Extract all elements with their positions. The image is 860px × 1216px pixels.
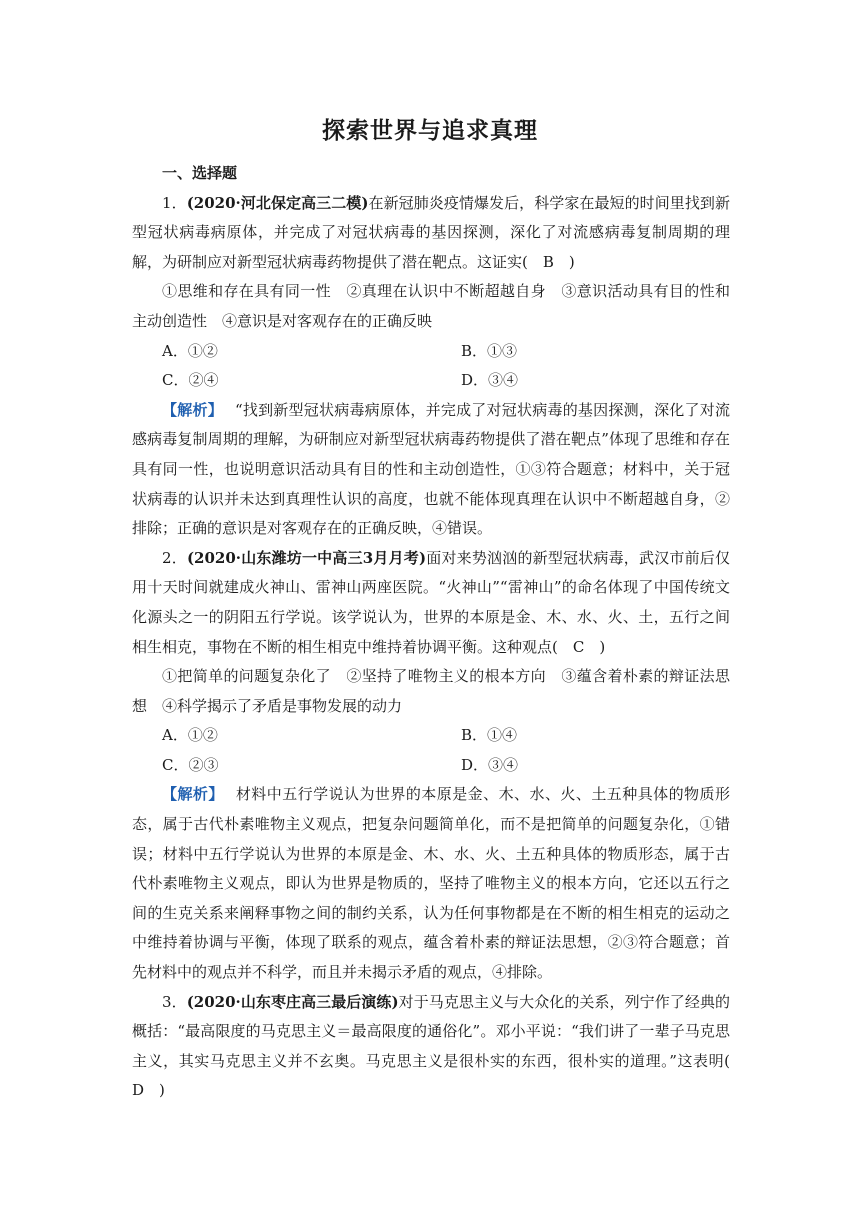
document-body [132,159,746,1106]
question-number: 3． [162,992,187,1011]
question-3 [132,988,746,1106]
option-d: D．③④ [461,371,519,390]
analysis-text: “找到新型冠状病毒病原体，并完成了对冠状病毒的基因探测，深化了对流感病毒复制周期的理解，为研制应对新型冠状病毒药物提供了潜在靶点”体现了思维和存在具有同一性，也说明意识活动具有目的性和主动创造性，①③符合题意；材料中，关于冠状病毒的认识并未达到真理性认识的高度，也就不能体现真理在认识中不断超越自身，②排除；正确的意识是对客观存在的正确反映，④错误。 [132,400,730,538]
option-b: B．①③ [461,341,518,360]
question-source: (2020·山东枣庄高三最后演练) [186,992,399,1011]
question-1 [132,189,730,544]
question-text: 面对来势汹汹的新型冠状病毒，武汉市前后仅用十天时间就建成火神山、雷神山两座医院。“火神山”“雷神山”的命名体现了中国传统文化源头之一的阴阳五行学说。该学说认为，世界的本原是金、木、水、火、土，五行之间相生相克，事物在不断的相生相克中维持着协调平衡。这种观点( C ) [132,548,730,656]
option-c: C．②③ [162,755,219,774]
analysis-text: 材料中五行学说认为世界的本原是金、木、水、火、土五种具体的物质形态，属于古代朴素唯物主义观点，把复杂问题简单化，而不是把简单的问题复杂化，①错误；材料中五行学说认为世界的本原是金、木、水、火、土五种具体的物质形态，属于古代朴素唯物主义观点，即认为世界是物质的，坚持了唯物主义的根本方向，它还以五行之间的生克关系来阐释事物之间的制约关系，认为任何事物都是在不断的相生相克的运动之中维持着协调与平衡，体现了联系的观点，蕴含着朴素的辩证法思想，②③符合题意；首先材料中的观点并不科学，而且并未揭示矛盾的观点，④排除。 [132,785,730,982]
options-row [132,751,730,781]
option-a: A．①② [162,726,218,745]
question-stem [132,988,746,1106]
question-2 [132,544,730,988]
section-heading: 一、选择题 [162,164,238,182]
options-row [132,721,730,751]
question-source: (2020·河北保定高三二模) [186,193,369,212]
option-a: A．①② [162,341,218,360]
page-title: 探索世界与追求真理 [322,118,538,144]
option-d: D．③④ [461,755,519,774]
question-text: 在新冠肺炎疫情爆发后，科学家在最短的时间里找到新型冠状病毒病原体，并完成了对冠状病毒的基因探测，深化了对流感病毒复制周期的理解，为研制应对新型冠状病毒药物提供了潜在靶点。这证实( B ) [132,193,730,271]
analysis [132,396,730,544]
question-source: (2020·山东潍坊一中高三3月月考) [186,548,427,567]
question-number: 2． [162,548,187,567]
question-text: 对于马克思主义与大众化的关系，列宁作了经典的概括：“最高限度的马克思主义＝最高限度的通俗化”。邓小平说：“我们讲了一辈子马克思主义，其实马克思主义并不玄奥。马克思主义是很朴实的东西，很朴实的道理。”这表明( D ) [132,992,746,1100]
question-stem [132,544,730,662]
question-stem [132,189,730,278]
option-b: B．①④ [461,726,518,745]
analysis [132,780,730,987]
options-row [132,337,730,367]
question-number: 1． [162,193,187,212]
analysis-tag: 【解析】 [162,400,223,419]
option-c: C．②④ [162,371,219,390]
question-statements: ①把简单的问题复杂化了 ②坚持了唯物主义的根本方向 ③蕴含着朴素的辩证法思想 ④科学揭示了矛盾是事物发展的动力 [132,667,730,715]
analysis-tag: 【解析】 [162,785,224,804]
question-statements: ①思维和存在具有同一性 ②真理在认识中不断超越自身 ③意识活动具有目的性和主动创造性 ④意识是对客观存在的正确反映 [132,282,730,330]
options-row [132,366,730,396]
